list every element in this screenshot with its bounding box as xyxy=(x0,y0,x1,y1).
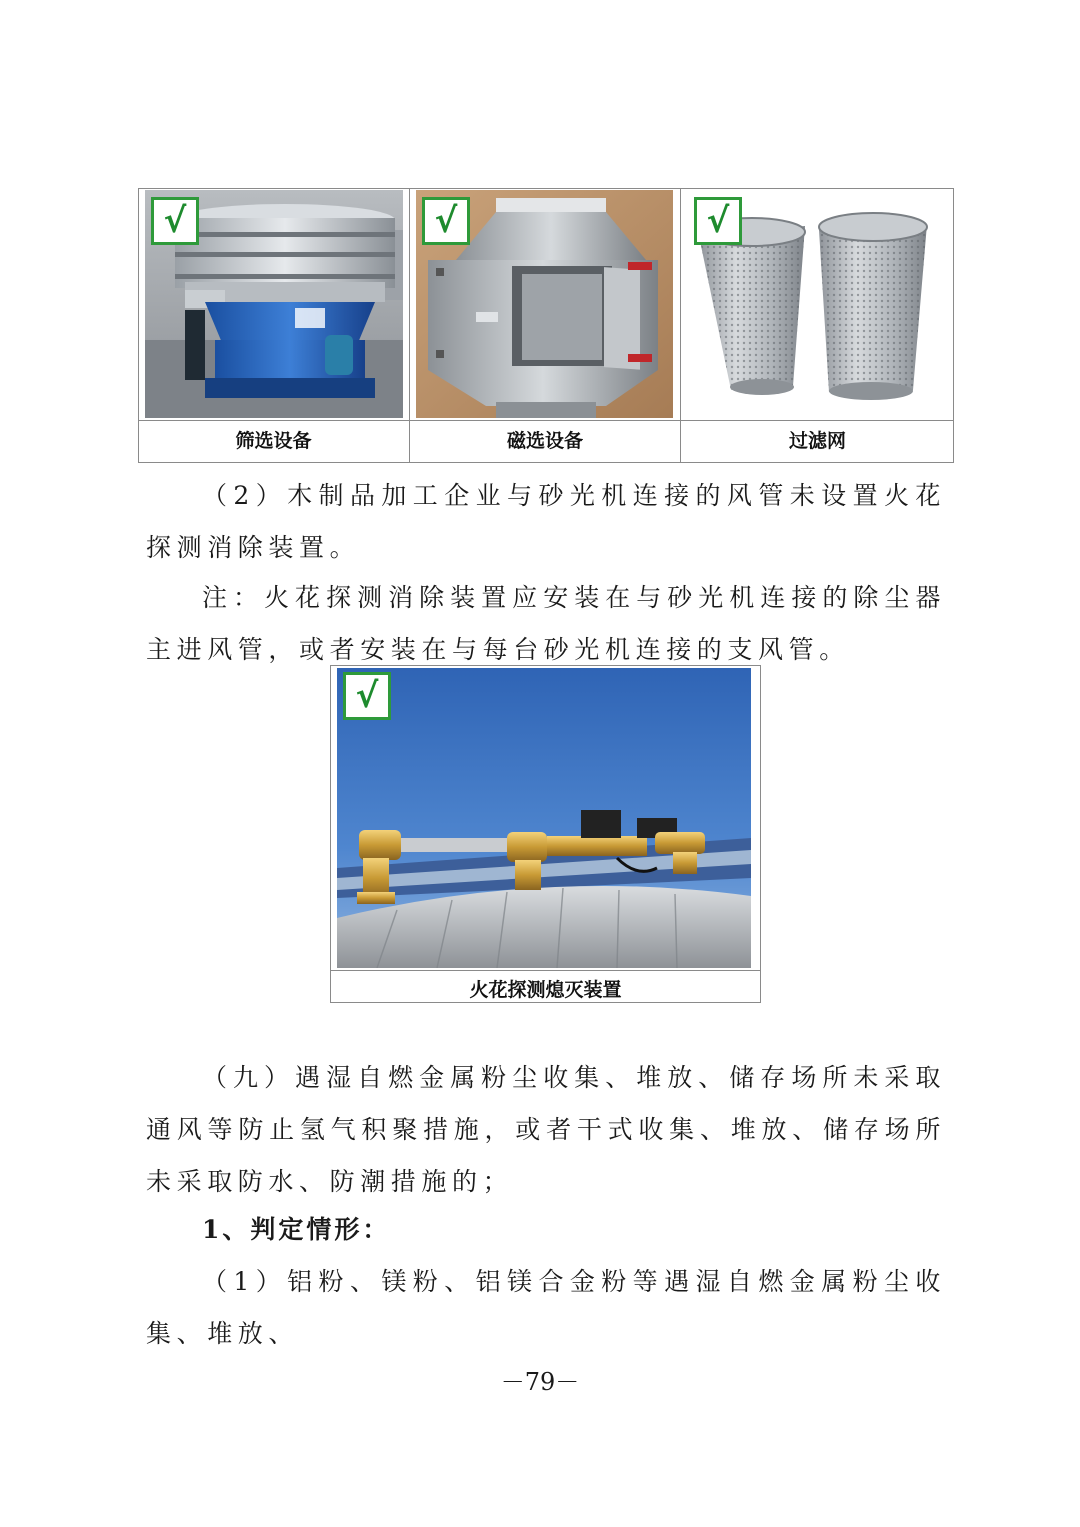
table-divider xyxy=(409,188,410,463)
check-mark-icon: √ xyxy=(151,197,199,245)
paragraph-duct-requirement: （2）木制品加工企业与砂光机连接的风管未设置火花探测消除装置。 xyxy=(146,481,946,562)
table-divider xyxy=(138,420,954,421)
paragraph-note: 注：火花探测消除装置应安装在与砂光机连接的除尘器主进风管，或者安装在与每台砂光机连接的支风管。 xyxy=(146,583,946,664)
caption-magnetic-equipment: 磁选设备 xyxy=(506,430,583,452)
caption-sieving-equipment: 筛选设备 xyxy=(235,430,312,452)
check-mark-icon: √ xyxy=(422,197,470,245)
paragraph-section-nine: （九）遇湿自燃金属粉尘收集、堆放、储存场所未采取通风等防止氢气积聚措施，或者干式收集、堆放、储存场所未采取防水、防潮措施的； xyxy=(146,1063,946,1196)
spark-detection-device-image xyxy=(337,668,751,968)
caption-spark-device: 火花探测熄灭装置 xyxy=(469,979,622,1001)
table-divider xyxy=(330,970,761,971)
caption-filter-screen: 过滤网 xyxy=(788,430,846,452)
table-divider xyxy=(680,188,681,463)
page-number: －79－ xyxy=(500,1368,580,1396)
heading-judgement-criteria: 1、判定情形： xyxy=(202,1215,391,1244)
check-mark-icon: √ xyxy=(694,197,742,245)
check-mark-icon: √ xyxy=(343,672,391,720)
paragraph-criteria-1: （1）铝粉、镁粉、铝镁合金粉等遇湿自燃金属粉尘收集、堆放、 xyxy=(146,1267,946,1348)
